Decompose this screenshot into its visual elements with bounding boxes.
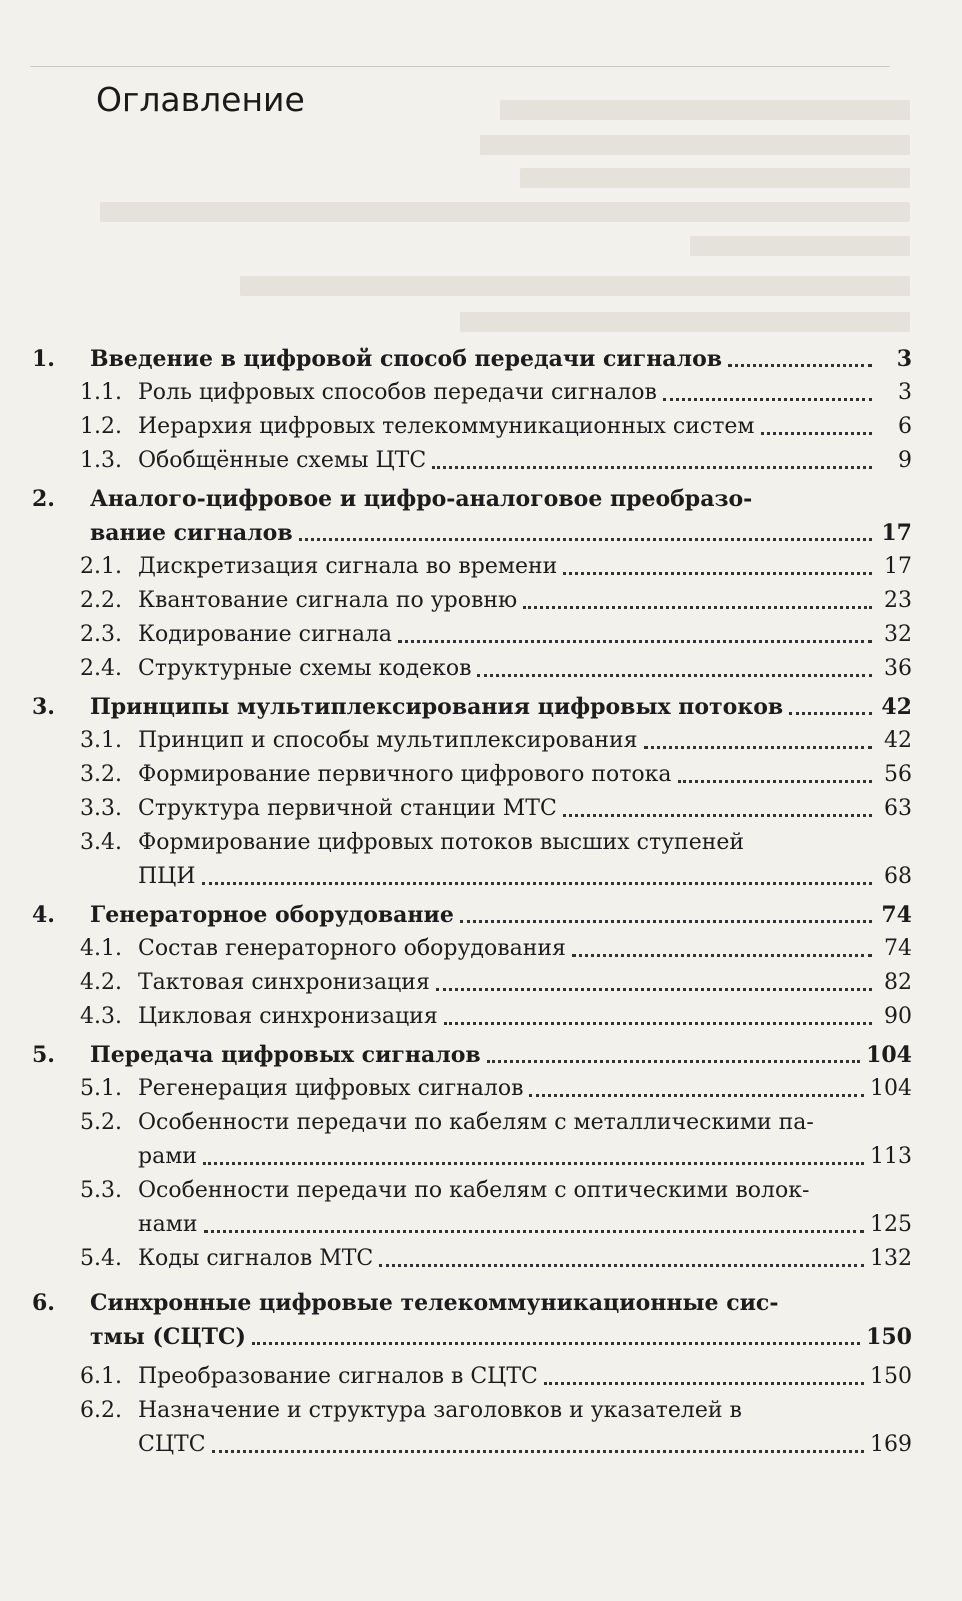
entry-number: 2. — [32, 486, 55, 512]
entry-title: Иерархия цифровых телекоммуникационных систем — [138, 414, 755, 439]
entry-page: 90 — [884, 1004, 912, 1029]
entry-title: Обобщённые схемы ЦТС — [138, 448, 427, 473]
toc-entry-continuation[interactable] — [32, 1428, 912, 1462]
dot-leader — [436, 988, 872, 991]
dot-leader — [477, 674, 872, 677]
dot-leader — [487, 1060, 860, 1063]
table-of-contents — [32, 338, 912, 1462]
entry-title: Принцип и способы мультиплексирования — [138, 728, 638, 753]
entry-number: 5.3. — [80, 1178, 122, 1203]
entry-page: 17 — [884, 554, 912, 579]
entry-number: 6. — [32, 1290, 55, 1316]
entry-number: 4.2. — [80, 970, 122, 995]
entry-number: 4.3. — [80, 1004, 122, 1029]
toc-entry[interactable] — [32, 618, 912, 652]
entry-page: 150 — [870, 1364, 912, 1389]
entry-number: 6.2. — [80, 1398, 122, 1423]
toc-entry[interactable] — [32, 1072, 912, 1106]
entry-page: 104 — [870, 1076, 912, 1101]
entry-title: Квантование сигнала по уровню — [138, 588, 518, 613]
entry-page: 104 — [866, 1042, 912, 1068]
entry-title: Коды сигналов МТС — [138, 1246, 374, 1271]
toc-entry[interactable] — [32, 724, 912, 758]
entry-number: 3.1. — [80, 728, 122, 753]
entry-page: 56 — [884, 762, 912, 787]
dot-leader — [789, 712, 872, 715]
toc-entry[interactable] — [32, 1286, 912, 1320]
entry-page: 169 — [870, 1432, 912, 1457]
entry-title-line2: нами — [138, 1212, 198, 1237]
toc-entry[interactable] — [32, 376, 912, 410]
entry-number: 5.4. — [80, 1246, 122, 1271]
dot-leader — [432, 466, 872, 469]
dot-leader — [398, 640, 872, 643]
dot-leader — [204, 1230, 864, 1233]
entry-number: 4.1. — [80, 936, 122, 961]
entry-number: 2.4. — [80, 656, 122, 681]
entry-number: 3.4. — [80, 830, 122, 855]
toc-entry[interactable] — [32, 826, 912, 860]
entry-number: 5. — [32, 1042, 55, 1068]
entry-title: Введение в цифровой способ передачи сигналов — [90, 346, 723, 372]
toc-entry[interactable] — [32, 966, 912, 1000]
entry-title-line2: рами — [138, 1144, 197, 1169]
entry-number: 5.2. — [80, 1110, 122, 1135]
dot-leader — [563, 572, 872, 575]
dot-leader — [202, 882, 872, 885]
dot-leader — [444, 1022, 872, 1025]
entry-title: Состав генераторного оборудования — [138, 936, 566, 961]
entry-title: Структурные схемы кодеков — [138, 656, 472, 681]
toc-entry[interactable] — [32, 410, 912, 444]
entry-page: 113 — [870, 1144, 912, 1169]
dot-leader — [379, 1264, 864, 1267]
entry-title-line2: СЦТС — [138, 1432, 206, 1457]
entry-title-line1: Аналого-цифровое и цифро-аналоговое преобразо- — [90, 486, 753, 512]
entry-page: 82 — [884, 970, 912, 995]
dot-leader — [663, 398, 872, 401]
entry-number: 1.2. — [80, 414, 122, 439]
page-title: Оглавление — [96, 80, 305, 119]
toc-entry[interactable] — [32, 898, 912, 932]
entry-number: 5.1. — [80, 1076, 122, 1101]
dot-leader — [761, 432, 872, 435]
entry-title: Преобразование сигналов в СЦТС — [138, 1364, 538, 1389]
entry-page: 74 — [884, 936, 912, 961]
entry-title: Тактовая синхронизация — [138, 970, 430, 995]
dot-leader — [572, 954, 872, 957]
entry-page: 150 — [866, 1324, 912, 1350]
toc-entry[interactable] — [32, 1038, 912, 1072]
toc-entry[interactable] — [32, 758, 912, 792]
toc-entry[interactable] — [32, 482, 912, 516]
toc-entry-continuation[interactable] — [32, 1140, 912, 1174]
dot-leader — [644, 746, 872, 749]
entry-page: 3 — [896, 346, 912, 372]
toc-entry[interactable] — [32, 1174, 912, 1208]
entry-title: Принципы мультиплексирования цифровых потоков — [90, 694, 784, 720]
entry-page: 32 — [884, 622, 912, 647]
dot-leader — [678, 780, 872, 783]
entry-page: 125 — [870, 1212, 912, 1237]
entry-title-line1: Формирование цифровых потоков высших ступеней — [138, 830, 745, 855]
entry-number: 2.2. — [80, 588, 122, 613]
dot-leader — [212, 1450, 864, 1453]
toc-entry-continuation[interactable] — [32, 1320, 912, 1354]
dot-leader — [529, 1094, 864, 1097]
entry-page: 132 — [870, 1246, 912, 1271]
toc-entry[interactable] — [32, 932, 912, 966]
entry-page: 68 — [884, 864, 912, 889]
entry-page: 6 — [898, 414, 912, 439]
entry-title: Формирование первичного цифрового потока — [138, 762, 672, 787]
toc-entry[interactable] — [32, 1242, 912, 1276]
entry-title: Дискретизация сигнала во времени — [138, 554, 558, 579]
entry-page: 42 — [881, 694, 912, 720]
toc-entry[interactable] — [32, 1394, 912, 1428]
entry-title-line2: вание сигналов — [90, 520, 293, 546]
entry-number: 3. — [32, 694, 55, 720]
toc-entry-continuation[interactable] — [32, 860, 912, 894]
toc-entry[interactable] — [32, 550, 912, 584]
entry-number: 1.1. — [80, 380, 122, 405]
dot-leader — [563, 814, 872, 817]
entry-title-line1: Особенности передачи по кабелям с оптическими волок- — [138, 1178, 810, 1203]
entry-title: Структура первичной станции МТС — [138, 796, 557, 821]
toc-entry[interactable] — [32, 792, 912, 826]
entry-title: Роль цифровых способов передачи сигналов — [138, 380, 657, 405]
dot-leader — [728, 364, 872, 367]
toc-entry[interactable] — [32, 584, 912, 618]
dot-leader — [203, 1162, 864, 1165]
entry-number: 2.1. — [80, 554, 122, 579]
entry-title: Генераторное оборудование — [90, 902, 454, 928]
entry-title-line2: ПЦИ — [138, 864, 196, 889]
entry-number: 3.2. — [80, 762, 122, 787]
entry-page: 36 — [884, 656, 912, 681]
entry-number: 3.3. — [80, 796, 122, 821]
entry-title: Цикловая синхронизация — [138, 1004, 438, 1029]
entry-page: 17 — [881, 520, 912, 546]
toc-entry-continuation[interactable] — [32, 1208, 912, 1242]
dot-leader — [252, 1342, 860, 1345]
toc-entry[interactable] — [32, 444, 912, 478]
entry-title: Регенерация цифровых сигналов — [138, 1076, 524, 1101]
entry-page: 74 — [881, 902, 912, 928]
entry-title-line1: Назначение и структура заголовков и указателей в — [138, 1398, 742, 1423]
entry-number: 6.1. — [80, 1364, 122, 1389]
entry-title: Кодирование сигнала — [138, 622, 393, 647]
toc-entry-continuation[interactable] — [32, 516, 912, 550]
toc-entry[interactable] — [32, 1106, 912, 1140]
entry-number: 4. — [32, 902, 55, 928]
entry-number: 2.3. — [80, 622, 122, 647]
entry-page: 63 — [884, 796, 912, 821]
toc-entry[interactable] — [32, 1360, 912, 1394]
toc-entry[interactable] — [32, 1000, 912, 1034]
dot-leader — [299, 538, 872, 541]
dot-leader — [544, 1382, 864, 1385]
entry-title-line1: Особенности передачи по кабелям с металлическими па- — [138, 1110, 814, 1135]
dot-leader — [523, 606, 872, 609]
entry-title: Передача цифровых сигналов — [90, 1042, 481, 1068]
entry-page: 9 — [898, 448, 912, 473]
toc-entry[interactable] — [32, 690, 912, 724]
toc-entry[interactable] — [32, 342, 912, 376]
entry-title-line1: Синхронные цифровые телекоммуникационные сис- — [90, 1290, 779, 1316]
dot-leader — [460, 920, 872, 923]
entry-title-line2: тмы (СЦТС) — [90, 1324, 246, 1350]
toc-entry[interactable] — [32, 652, 912, 686]
entry-page: 42 — [884, 728, 912, 753]
entry-number: 1.3. — [80, 448, 122, 473]
entry-number: 1. — [32, 346, 55, 372]
entry-page: 3 — [898, 380, 912, 405]
entry-page: 23 — [884, 588, 912, 613]
